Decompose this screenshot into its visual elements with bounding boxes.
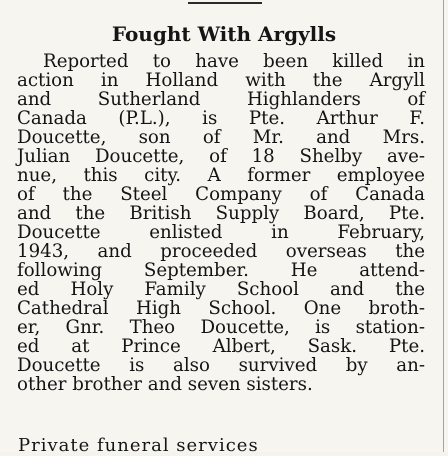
article-line: action in Holland with the Argyll [17, 70, 425, 91]
cut-off-text: Private funeral services [18, 435, 259, 456]
article-line: Canada (P.L.), is Pte. Arthur F. [17, 108, 425, 129]
article-line: Reported to have been killed in [43, 51, 425, 72]
article-line: Doucette enlisted in February, [17, 222, 425, 243]
headline: Fought With Argylls [111, 22, 337, 46]
article-line: nue, this city. A former employee [17, 165, 425, 186]
article-line: er, Gnr. Theo Doucette, is station- [17, 317, 425, 338]
cut-off-line [18, 435, 378, 456]
article-line: and the British Supply Board, Pte. [17, 203, 425, 224]
article-body [17, 52, 425, 394]
article-line: ed at Prince Albert, Sask. Pte. [17, 336, 425, 357]
article-line: Doucette, son of Mr. and Mrs. [17, 127, 425, 148]
article-line: Doucette is also survived by an- [17, 355, 425, 376]
article-line: 1943, and proceeded overseas the [17, 241, 425, 262]
column-edge-line [443, 0, 444, 452]
article-line: Julian Doucette, of 18 Shelby ave- [17, 146, 425, 167]
article-line: of the Steel Company of Canada [17, 184, 425, 205]
article-line: Cathedral High School. One broth- [17, 298, 425, 319]
article-line: following September. He attend- [17, 260, 425, 281]
article-line: ed Holy Family School and the [17, 279, 425, 300]
top-rule [188, 2, 262, 4]
article-line: other brother and seven sisters. [17, 374, 313, 395]
article-line: and Sutherland Highlanders of [17, 89, 425, 110]
